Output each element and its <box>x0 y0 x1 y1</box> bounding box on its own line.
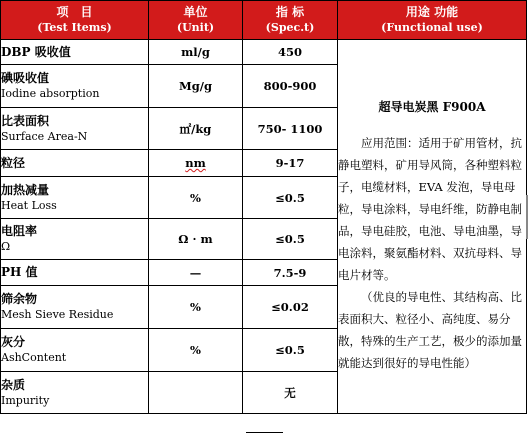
header-use-en: (Functional use) <box>381 21 483 34</box>
value-cell: ≤0.5 <box>243 219 338 260</box>
item-cell <box>1 219 149 260</box>
item-name-en: AshContent <box>1 351 67 364</box>
unit-cell: Ω · m <box>149 219 243 260</box>
header-spec <box>243 1 338 40</box>
item-name-cn: 碘吸收值 <box>1 71 50 85</box>
value-cell: ≤0.5 <box>243 329 338 372</box>
item-name-cn: 比表面积 <box>1 113 50 128</box>
item-name-en: Impurity <box>1 393 50 407</box>
item-name-cn: 电阻率 <box>1 224 38 238</box>
table-row <box>1 40 527 65</box>
unit-cell: — <box>149 260 243 286</box>
item-name-cn: DBP 吸收值 <box>1 44 71 59</box>
item-cell <box>1 108 149 150</box>
right-edge-mark <box>526 195 528 239</box>
description-cell <box>338 40 527 414</box>
unit-text: nm <box>185 156 206 170</box>
header-row <box>1 1 527 40</box>
unit-cell: ㎡/kg <box>149 108 243 150</box>
value-cell: 450 <box>243 40 338 65</box>
bottom-divider <box>246 432 283 433</box>
value-cell: 9-17 <box>243 150 338 177</box>
header-item-en: (Test Items) <box>37 21 112 34</box>
item-cell <box>1 177 149 219</box>
item-name-cn: 粒径 <box>1 155 26 170</box>
item-cell <box>1 40 149 65</box>
unit-cell: ml/g <box>149 40 243 65</box>
header-unit <box>149 1 243 40</box>
unit-cell <box>149 372 243 414</box>
item-name-cn: 加热减量 <box>1 182 50 197</box>
unit-cell: Mg/g <box>149 65 243 108</box>
product-name: 超导电炭黑 F900A <box>378 100 486 114</box>
value-cell: 750- 1100 <box>243 108 338 150</box>
header-item <box>1 1 149 40</box>
item-name-cn: 灰分 <box>1 335 26 349</box>
header-item-cn: 项 目 <box>56 5 93 19</box>
value-cell: 无 <box>243 372 338 414</box>
item-cell <box>1 65 149 108</box>
header-unit-en: (Unit) <box>176 21 215 34</box>
header-spec-en: (Spec.t) <box>265 21 315 34</box>
unit-cell: % <box>149 177 243 219</box>
header-use <box>338 1 527 40</box>
item-name-en: Ω <box>1 240 11 253</box>
item-name-cn: 杂质 <box>1 377 26 392</box>
header-spec-cn: 指 标 <box>275 5 305 19</box>
item-name-cn: 筛余物 <box>1 292 38 306</box>
header-use-cn: 用途 功能 <box>405 5 459 19</box>
item-name-en: Iodine absorption <box>1 87 100 100</box>
item-cell <box>1 260 149 286</box>
features-text: （优良的导电性、其结构高、比表面积大、粒径小、高纯度、易分散，特殊的生产工艺，极少的添加量就能达到很好的导电性能） <box>338 290 522 370</box>
unit-cell <box>149 150 243 177</box>
application-text: 应用范围：适用于矿用管材，抗静电塑料，矿用导风筒，各种塑料粒子，电缆材料，EVA 发泡，导电母粒，导电涂料，导电纤维，防静电制品，导电硅胶，电池、导电油墨，导电涂料，聚氨酯材料、双抗母料、导电片材等。 <box>338 136 522 282</box>
item-cell <box>1 286 149 329</box>
header-unit-cn: 单位 <box>183 5 208 19</box>
item-cell <box>1 372 149 414</box>
item-name-cn: PH 值 <box>1 265 38 279</box>
item-name-en: Surface Area-N <box>1 129 88 143</box>
unit-cell: % <box>149 286 243 329</box>
value-cell: 800-900 <box>243 65 338 108</box>
value-cell: ≤0.5 <box>243 177 338 219</box>
item-name-en: Mesh Sieve Residue <box>1 308 114 321</box>
value-cell: ≤0.02 <box>243 286 338 329</box>
item-cell <box>1 150 149 177</box>
unit-cell: % <box>149 329 243 372</box>
item-name-en: Heat Loss <box>1 198 57 212</box>
item-cell <box>1 329 149 372</box>
value-cell: 7.5-9 <box>243 260 338 286</box>
